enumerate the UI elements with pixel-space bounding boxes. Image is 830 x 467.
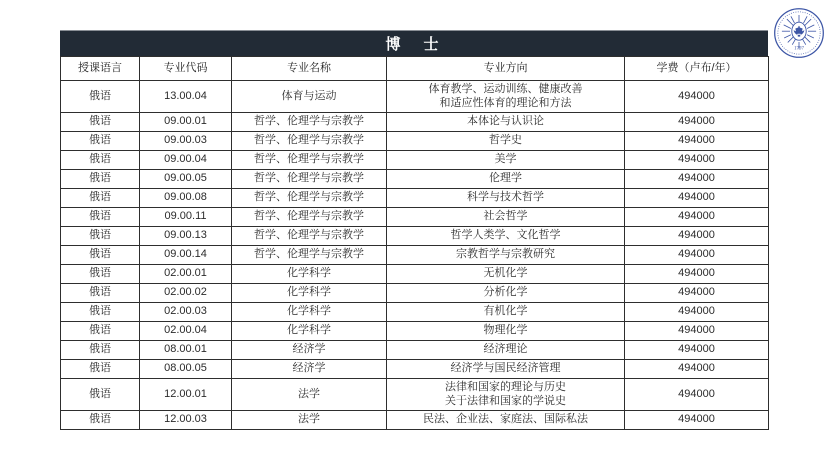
cell-language: 俄语 bbox=[61, 322, 140, 341]
direction-line: 物理化学 bbox=[483, 324, 528, 337]
cell-tuition: 494000 bbox=[625, 227, 769, 246]
cell-major: 哲学、伦理学与宗教学 bbox=[232, 113, 387, 132]
cell-language: 俄语 bbox=[61, 113, 140, 132]
direction-line: 关于法律和国家的学说史 bbox=[445, 394, 566, 407]
column-header-major: 专业名称 bbox=[232, 57, 387, 81]
table-row bbox=[61, 341, 769, 360]
table-row bbox=[61, 113, 769, 132]
cell-major: 化学科学 bbox=[232, 284, 387, 303]
cell-direction bbox=[387, 284, 625, 303]
cell-language: 俄语 bbox=[61, 208, 140, 227]
cell-language: 俄语 bbox=[61, 189, 140, 208]
cell-major: 法学 bbox=[232, 411, 387, 430]
table-row bbox=[61, 151, 769, 170]
university-seal-logo bbox=[772, 6, 826, 60]
table-header-row bbox=[61, 57, 769, 81]
cell-language: 俄语 bbox=[61, 151, 140, 170]
cell-major: 法学 bbox=[232, 379, 387, 411]
cell-language: 俄语 bbox=[61, 246, 140, 265]
column-header-direction: 专业方向 bbox=[387, 57, 625, 81]
cell-tuition: 494000 bbox=[625, 265, 769, 284]
cell-major: 经济学 bbox=[232, 360, 387, 379]
table-row bbox=[61, 322, 769, 341]
cell-tuition: 494000 bbox=[625, 170, 769, 189]
table-row bbox=[61, 81, 769, 113]
direction-line: 有机化学 bbox=[483, 305, 528, 318]
cell-direction bbox=[387, 341, 625, 360]
cell-major: 哲学、伦理学与宗教学 bbox=[232, 151, 387, 170]
cell-tuition: 494000 bbox=[625, 208, 769, 227]
cell-language: 俄语 bbox=[61, 411, 140, 430]
direction-line: 法律和国家的理论与历史 bbox=[445, 380, 566, 393]
cell-code: 09.00.04 bbox=[140, 151, 232, 170]
cell-direction bbox=[387, 151, 625, 170]
table-row bbox=[61, 208, 769, 227]
direction-line: 体育教学、运动训练、健康改善 bbox=[428, 82, 583, 95]
cell-code: 09.00.05 bbox=[140, 170, 232, 189]
cell-direction bbox=[387, 132, 625, 151]
page-title: 博 士 bbox=[60, 30, 768, 56]
cell-direction bbox=[387, 322, 625, 341]
cell-major: 化学科学 bbox=[232, 322, 387, 341]
cell-tuition: 494000 bbox=[625, 151, 769, 170]
cell-code: 08.00.05 bbox=[140, 360, 232, 379]
cell-direction bbox=[387, 360, 625, 379]
cell-language: 俄语 bbox=[61, 227, 140, 246]
direction-line: 科学与技术哲学 bbox=[467, 191, 544, 204]
cell-code: 02.00.02 bbox=[140, 284, 232, 303]
cell-major: 体育与运动 bbox=[232, 81, 387, 113]
direction-line: 哲学史 bbox=[489, 134, 522, 147]
cell-direction bbox=[387, 265, 625, 284]
cell-major: 哲学、伦理学与宗教学 bbox=[232, 132, 387, 151]
table-row bbox=[61, 360, 769, 379]
cell-major: 哲学、伦理学与宗教学 bbox=[232, 208, 387, 227]
table-row bbox=[61, 379, 769, 411]
cell-major: 哲学、伦理学与宗教学 bbox=[232, 170, 387, 189]
cell-code: 02.00.03 bbox=[140, 303, 232, 322]
direction-line: 哲学人类学、文化哲学 bbox=[450, 229, 561, 242]
cell-code: 09.00.14 bbox=[140, 246, 232, 265]
cell-major: 化学科学 bbox=[232, 303, 387, 322]
cell-tuition: 494000 bbox=[625, 322, 769, 341]
cell-language: 俄语 bbox=[61, 132, 140, 151]
cell-direction bbox=[387, 379, 625, 411]
direction-line: 经济理论 bbox=[483, 343, 528, 356]
cell-direction bbox=[387, 227, 625, 246]
table-row bbox=[61, 411, 769, 430]
cell-language: 俄语 bbox=[61, 341, 140, 360]
table-row bbox=[61, 284, 769, 303]
cell-code: 09.00.01 bbox=[140, 113, 232, 132]
cell-language: 俄语 bbox=[61, 303, 140, 322]
direction-line: 伦理学 bbox=[489, 172, 522, 185]
cell-tuition: 494000 bbox=[625, 411, 769, 430]
cell-major: 哲学、伦理学与宗教学 bbox=[232, 227, 387, 246]
direction-line: 经济学与国民经济管理 bbox=[450, 362, 561, 375]
cell-code: 12.00.01 bbox=[140, 379, 232, 411]
cell-tuition: 494000 bbox=[625, 379, 769, 411]
cell-major: 化学科学 bbox=[232, 265, 387, 284]
column-header-language: 授课语言 bbox=[61, 57, 140, 81]
cell-direction bbox=[387, 81, 625, 113]
cell-code: 09.00.11 bbox=[140, 208, 232, 227]
direction-line: 民法、企业法、家庭法、国际私法 bbox=[423, 413, 588, 426]
cell-direction bbox=[387, 246, 625, 265]
table-body bbox=[61, 81, 769, 430]
cell-code: 09.00.08 bbox=[140, 189, 232, 208]
cell-code: 09.00.13 bbox=[140, 227, 232, 246]
cell-code: 12.00.03 bbox=[140, 411, 232, 430]
seal-year: 1797 bbox=[794, 46, 804, 52]
table-section bbox=[60, 30, 768, 430]
direction-line: 社会哲学 bbox=[483, 210, 528, 223]
table-row bbox=[61, 265, 769, 284]
cell-major: 哲学、伦理学与宗教学 bbox=[232, 189, 387, 208]
cell-code: 08.00.01 bbox=[140, 341, 232, 360]
column-header-tuition: 学费（卢布/年） bbox=[625, 57, 769, 81]
direction-line: 美学 bbox=[494, 153, 517, 166]
table-row bbox=[61, 170, 769, 189]
cell-tuition: 494000 bbox=[625, 360, 769, 379]
cell-direction bbox=[387, 208, 625, 227]
table-row bbox=[61, 189, 769, 208]
cell-code: 02.00.04 bbox=[140, 322, 232, 341]
cell-tuition: 494000 bbox=[625, 132, 769, 151]
direction-line: 分析化学 bbox=[483, 286, 528, 299]
direction-line: 和适应性体育的理论和方法 bbox=[439, 96, 572, 109]
cell-tuition: 494000 bbox=[625, 246, 769, 265]
table-row bbox=[61, 246, 769, 265]
cell-code: 09.00.03 bbox=[140, 132, 232, 151]
column-header-code: 专业代码 bbox=[140, 57, 232, 81]
program-table bbox=[60, 56, 769, 430]
direction-line: 无机化学 bbox=[483, 267, 528, 280]
direction-line: 宗教哲学与宗教研究 bbox=[456, 248, 555, 261]
cell-language: 俄语 bbox=[61, 265, 140, 284]
cell-language: 俄语 bbox=[61, 360, 140, 379]
cell-language: 俄语 bbox=[61, 81, 140, 113]
cell-tuition: 494000 bbox=[625, 284, 769, 303]
cell-tuition: 494000 bbox=[625, 113, 769, 132]
cell-language: 俄语 bbox=[61, 284, 140, 303]
cell-direction bbox=[387, 411, 625, 430]
table-row bbox=[61, 132, 769, 151]
direction-line: 本体论与认识论 bbox=[467, 115, 544, 128]
cell-language: 俄语 bbox=[61, 170, 140, 189]
cell-direction bbox=[387, 189, 625, 208]
table-row bbox=[61, 227, 769, 246]
cell-direction bbox=[387, 113, 625, 132]
table-row bbox=[61, 303, 769, 322]
cell-tuition: 494000 bbox=[625, 81, 769, 113]
cell-tuition: 494000 bbox=[625, 341, 769, 360]
cell-code: 02.00.01 bbox=[140, 265, 232, 284]
cell-major: 哲学、伦理学与宗教学 bbox=[232, 246, 387, 265]
cell-language: 俄语 bbox=[61, 379, 140, 411]
cell-code: 13.00.04 bbox=[140, 81, 232, 113]
cell-tuition: 494000 bbox=[625, 189, 769, 208]
cell-tuition: 494000 bbox=[625, 303, 769, 322]
cell-major: 经济学 bbox=[232, 341, 387, 360]
cell-direction bbox=[387, 303, 625, 322]
cell-direction bbox=[387, 170, 625, 189]
